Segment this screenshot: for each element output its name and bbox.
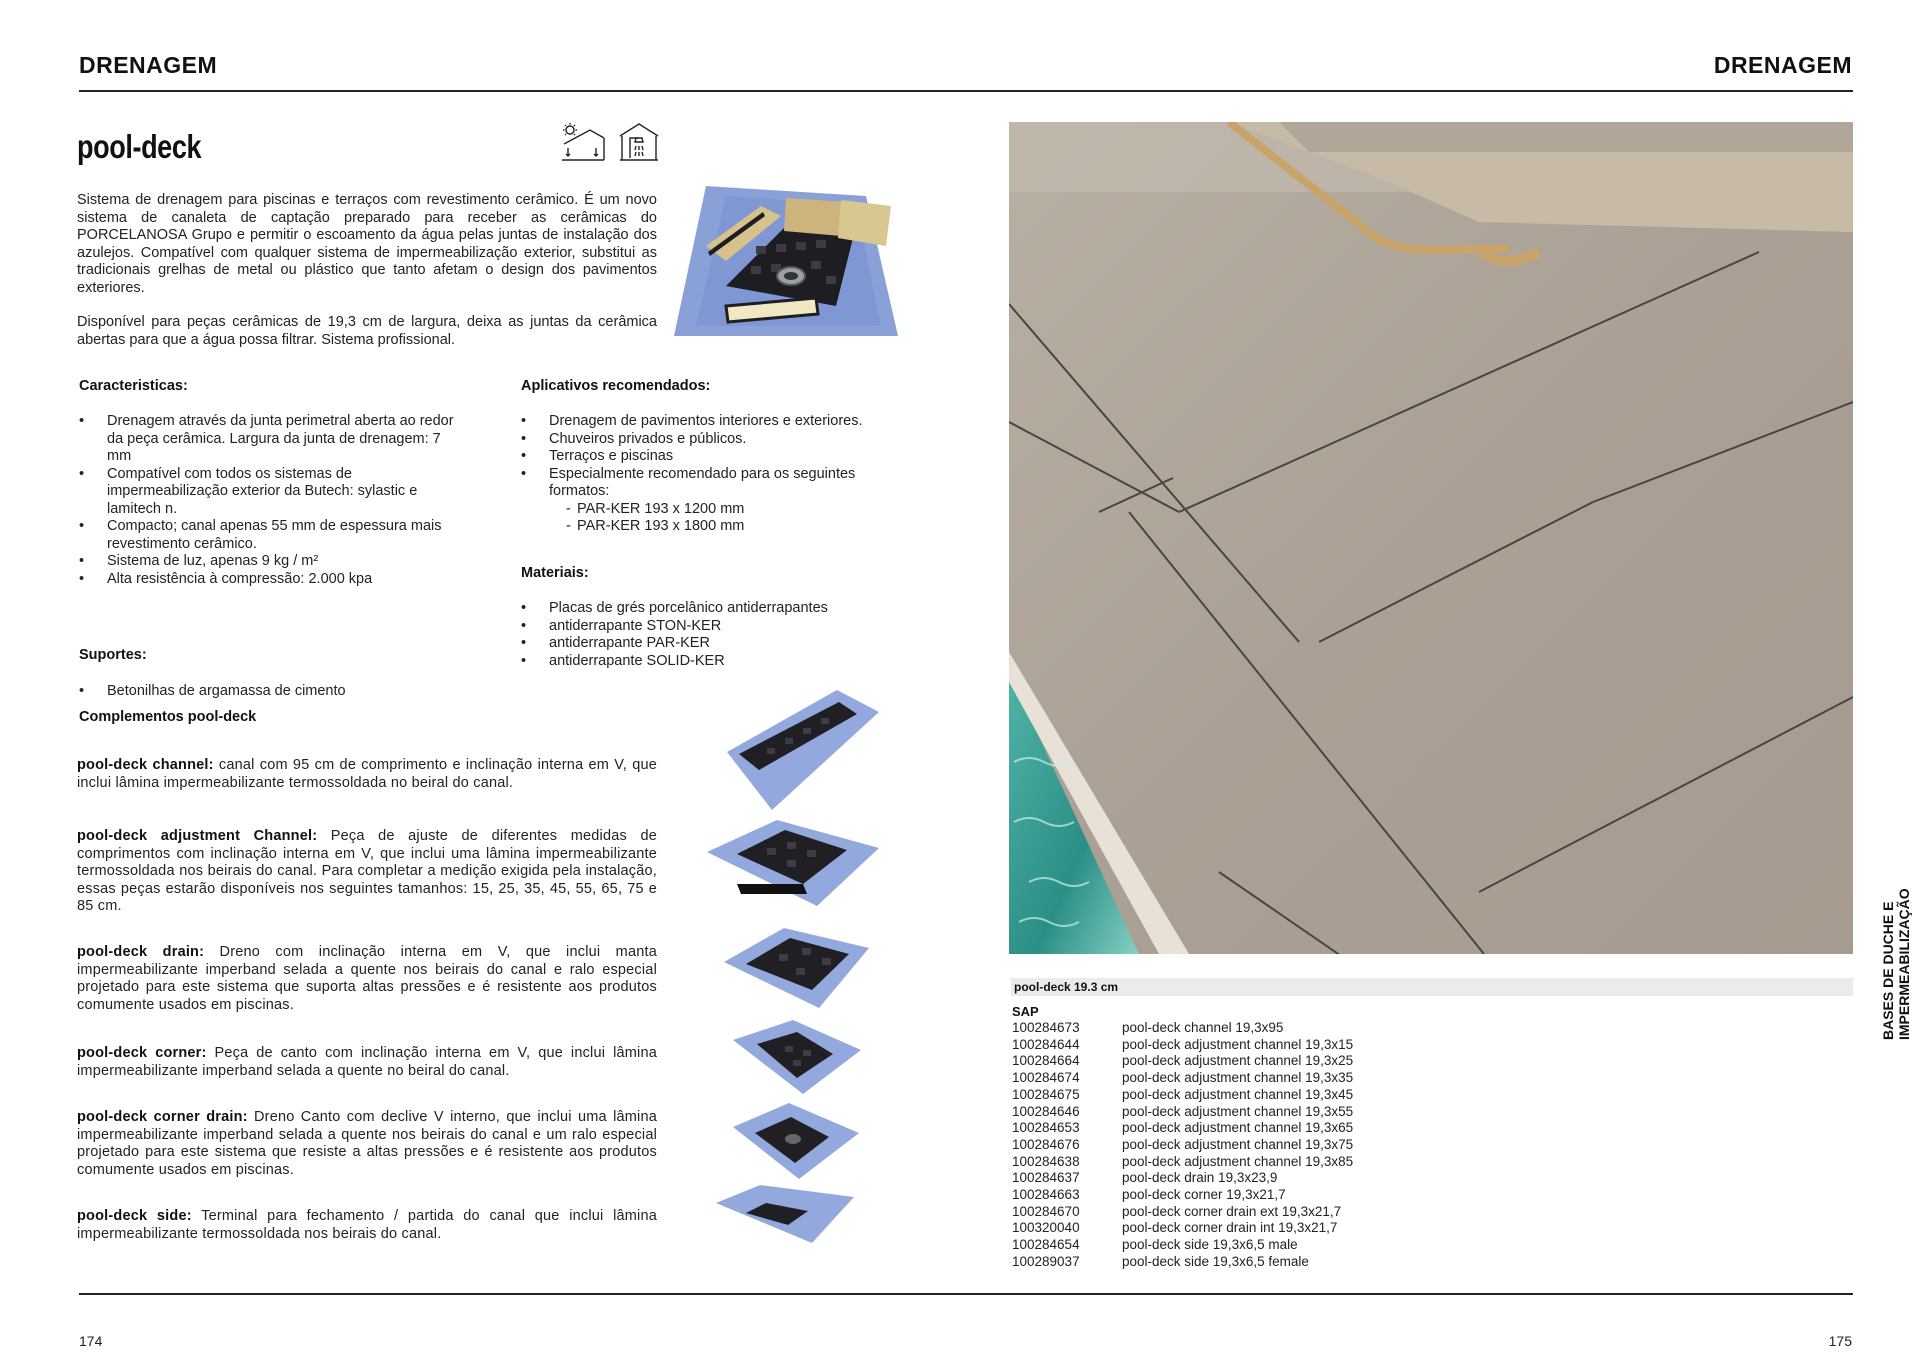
section-title-left: DRENAGEM <box>79 52 218 78</box>
complement-name: pool-deck channel: <box>77 757 214 773</box>
product-description: pool-deck channel 19,3x95 <box>1122 1020 1284 1035</box>
list-item: • Drenagem de pavimentos interiores e exteriores. <box>519 413 899 431</box>
complement-name: pool-deck adjustment Channel: <box>77 828 318 844</box>
page-number-right: 175 <box>1828 1333 1852 1349</box>
sap-code: 100284654 <box>1012 1237 1080 1253</box>
section-title-right: DRENAGEM <box>1713 52 1852 78</box>
sap-code: 100284673 <box>1012 1020 1080 1035</box>
page-number-left: 174 <box>79 1333 103 1349</box>
sap-code: 100289037 <box>1012 1253 1080 1269</box>
complement-adjustment-channel <box>77 828 657 916</box>
table-row <box>1012 1187 1353 1204</box>
sap-code: 100284663 <box>1012 1187 1080 1203</box>
format-item: - PAR-KER 193 x 1200 mm <box>519 501 899 519</box>
list-item: • Alta resistência à compressão: 2.000 kpa <box>77 571 467 589</box>
product-description: pool-deck corner 19,3x21,7 <box>1122 1187 1286 1203</box>
product-title: pool-deck <box>77 128 202 165</box>
sap-code: 100284664 <box>1012 1053 1080 1069</box>
complement-text: Terminal para fechamento / partida do canal que inclui lâmina impermeabilizante termossoldada nos beirais do canal. <box>77 1208 657 1242</box>
table-row <box>1012 1170 1353 1187</box>
supports-heading: Suportes: <box>79 647 147 663</box>
sap-code: 100284637 <box>1012 1170 1080 1186</box>
sap-code: 100284646 <box>1012 1103 1080 1119</box>
pool-deck-system-image <box>666 186 898 344</box>
footer-divider <box>79 1293 1853 1295</box>
characteristics-list <box>77 413 467 588</box>
corner-drain-product-image <box>733 1103 859 1179</box>
applications-list <box>519 413 899 536</box>
list-item: • Chuveiros privados e públicos. <box>519 431 899 449</box>
complement-text: Peça de canto com inclinação interna em V, que inclui lâmina impermeabilizante imperband selada a quente no beiral do canal. <box>77 1045 657 1079</box>
sap-code: 100284644 <box>1012 1036 1080 1052</box>
sap-code: 100320040 <box>1012 1220 1080 1236</box>
sap-table <box>1012 1020 1353 1271</box>
list-item: • Compatível com todos os sistemas de impermeabilização exterior da Butech: sylastic e lamitech n. <box>77 466 467 519</box>
list-item: • antiderrapante STON-KER <box>519 618 899 636</box>
table-row <box>1012 1154 1353 1171</box>
side-label-line: IMPERMEABILIZAÇÃO <box>1896 888 1912 1040</box>
table-row <box>1012 1237 1353 1254</box>
complement-name: pool-deck side: <box>77 1208 192 1224</box>
sap-code: 100284653 <box>1012 1120 1080 1136</box>
table-row <box>1012 1070 1353 1087</box>
shower-indoor-icon <box>618 122 660 162</box>
complement-name: pool-deck drain: <box>77 944 205 960</box>
complement-corner-drain <box>77 1109 657 1179</box>
list-item: • Especialmente recomendado para os seguintes formatos: <box>519 466 899 501</box>
sap-column-header: SAP <box>1012 1004 1039 1019</box>
sap-code: 100284638 <box>1012 1153 1080 1169</box>
supports-list <box>77 683 467 701</box>
table-row <box>1012 1254 1353 1271</box>
product-description: pool-deck adjustment channel 19,3x65 <box>1122 1120 1354 1136</box>
complement-text: canal com 95 cm de comprimento e inclinação interna em V, que inclui lâmina impermeabilizante termossoldada no beiral do canal. <box>77 757 658 791</box>
side-product-image <box>716 1185 854 1243</box>
table-row <box>1012 1087 1353 1104</box>
format-item: - PAR-KER 193 x 1800 mm <box>519 518 899 536</box>
complement-channel <box>77 757 657 792</box>
characteristics-heading: Caracteristicas: <box>79 378 188 394</box>
product-description: pool-deck drain 19,3x23,9 <box>1122 1170 1278 1186</box>
list-item: • Compacto; canal apenas 55 mm de espessura mais revestimento cerâmico. <box>77 518 467 553</box>
sap-code: 100284676 <box>1012 1136 1080 1152</box>
list-item: • antiderrapante SOLID-KER <box>519 653 899 671</box>
complement-name: pool-deck corner drain: <box>77 1109 248 1125</box>
side-label-line: BASES DE DUCHE E <box>1880 901 1896 1040</box>
adjustment-channel-product-image <box>707 820 879 906</box>
applications-heading: Aplicativos recomendados: <box>521 378 711 394</box>
complement-text: Dreno com inclinação interna em V, que inclui manta impermeabilizante imperband selada a quente nos beirais do canal e ralo especial projetado para este sistema que suporta altas pressões e é resistente aos produtos comumente usados em piscinas. <box>77 944 657 1013</box>
channel-product-image <box>727 690 879 810</box>
product-description: pool-deck adjustment channel 19,3x55 <box>1122 1103 1354 1119</box>
table-row <box>1012 1204 1353 1221</box>
product-description: pool-deck corner drain int 19,3x21,7 <box>1122 1220 1338 1236</box>
complement-text: Dreno Canto com declive V interno, que inclui uma lâmina impermeabilizante imperband selada a quente nos beirais do canal e um ralo especial projetado para este sistema que resiste a altas pressões e é resistente aos produtos comumente usados em piscinas. <box>77 1109 657 1178</box>
product-description: pool-deck side 19,3x6,5 female <box>1122 1253 1309 1269</box>
table-row <box>1012 1053 1353 1070</box>
outdoor-sun-drainage-icon <box>560 122 606 162</box>
sap-code: 100284670 <box>1012 1203 1080 1219</box>
sap-code: 100284675 <box>1012 1086 1080 1102</box>
product-description: pool-deck adjustment channel 19,3x25 <box>1122 1053 1354 1069</box>
complement-side <box>77 1208 657 1243</box>
list-item: • Betonilhas de argamassa de cimento <box>77 683 467 701</box>
corner-product-image <box>733 1020 861 1094</box>
product-description: pool-deck adjustment channel 19,3x75 <box>1122 1136 1354 1152</box>
product-description: pool-deck adjustment channel 19,3x85 <box>1122 1153 1354 1169</box>
intro-paragraph: Sistema de drenagem para piscinas e terraços com revestimento cerâmico. É um novo sistema de canaleta de captação preparado para receber as cerâmicas do PORCELANOSA Grupo e permitir o escoamento da água pelas juntas de instalação dos azulejos. Compatível com qualquer sistema de impermeabilização exterior, substitui as tradicionais grelhas de metal ou plástico que tanto afetam o design dos pavimentos exteriores. <box>77 192 657 296</box>
table-row <box>1012 1104 1353 1121</box>
product-description: pool-deck side 19,3x6,5 male <box>1122 1237 1298 1253</box>
materials-heading: Materiais: <box>521 565 589 581</box>
table-title: pool-deck 19.3 cm <box>1011 978 1853 996</box>
table-row <box>1012 1137 1353 1154</box>
table-row <box>1012 1220 1353 1237</box>
table-row <box>1012 1020 1353 1037</box>
complement-name: pool-deck corner: <box>77 1045 207 1061</box>
complement-drain <box>77 944 657 1014</box>
complements-heading: Complementos pool-deck <box>79 709 257 725</box>
list-item: • Drenagem através da junta perimetral aberta ao redor da peça cerâmica. Largura da junta de drenagem: 7 mm <box>77 413 467 466</box>
list-item: • Placas de grés porcelânico antiderrapantes <box>519 600 899 618</box>
sap-code: 100284674 <box>1012 1070 1080 1086</box>
table-row <box>1012 1037 1353 1054</box>
list-item: • Sistema de luz, apenas 9 kg / m² <box>77 553 467 571</box>
list-item: • Terraços e piscinas <box>519 448 899 466</box>
complement-corner <box>77 1045 657 1080</box>
materials-list <box>519 600 899 670</box>
product-description: pool-deck adjustment channel 19,3x35 <box>1122 1070 1354 1086</box>
product-description: pool-deck corner drain ext 19,3x21,7 <box>1122 1203 1342 1219</box>
pool-deck-installation-photo <box>1009 122 1853 954</box>
table-row <box>1012 1120 1353 1137</box>
complement-text: Peça de ajuste de diferentes medidas de comprimentos com inclinação interna em V, que inclui uma lâmina impermeabilizante termossoldada nos beirais do canal. Para completar a medição exigida pela instalação, essas peças estarão disponíveis nos seguintes tamanhos: 15, 25, 35, 45, 55, 65, 75 e 85 cm. <box>77 828 657 914</box>
product-description: pool-deck adjustment channel 19,3x15 <box>1122 1036 1354 1052</box>
product-description: pool-deck adjustment channel 19,3x45 <box>1122 1086 1354 1102</box>
header-divider <box>79 90 1853 92</box>
drain-product-image <box>724 928 869 1008</box>
availability-paragraph: Disponível para peças cerâmicas de 19,3 cm de largura, deixa as juntas da cerâmica abertas para que a água possa filtrar. Sistema profissional. <box>77 314 657 348</box>
usage-icons <box>560 122 660 162</box>
chapter-side-label <box>1880 800 1912 1040</box>
list-item: • antiderrapante PAR-KER <box>519 635 899 653</box>
